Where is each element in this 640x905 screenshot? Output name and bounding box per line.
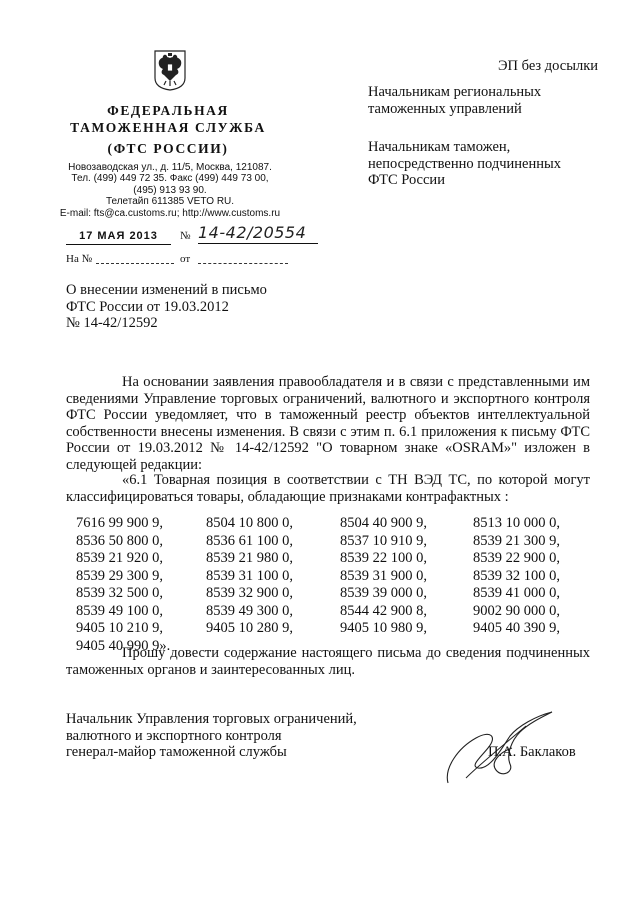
hs-code: 8537 10 910 9, — [340, 532, 427, 549]
contact-block — [52, 162, 288, 219]
subject-block — [66, 282, 267, 332]
phone-fax-line: Тел. (499) 449 72 35. Факс (499) 449 73 00, — [71, 173, 269, 185]
hs-code: 9405 10 210 9, — [76, 620, 163, 636]
code-row — [76, 533, 596, 551]
hs-code: 9405 10 980 9, — [340, 620, 427, 636]
registration-number: 14-42/20554 — [198, 223, 318, 244]
hs-code: 9405 40 390 9, — [473, 620, 560, 636]
hs-code: 8539 32 500 0, — [76, 585, 163, 601]
addressee-customs — [368, 139, 561, 189]
reply-date-blank — [198, 263, 288, 264]
reply-number-blank — [96, 263, 174, 264]
hs-code: 8536 61 100 0, — [206, 532, 293, 549]
hs-code: 8539 39 000 0, — [340, 585, 427, 601]
signatory-title-line: Начальник Управления торговых ограничений, — [66, 711, 357, 727]
signatory-title-line: генерал-майор таможенной службы — [66, 744, 287, 760]
hs-code: 9002 90 000 0, — [473, 602, 560, 619]
addressee-line: таможенных управлений — [368, 100, 522, 117]
addressee-line: Начальникам региональных — [368, 84, 542, 100]
email-web-line: E-mail: fts@ca.customs.ru; http://www.customs.ru — [59, 207, 281, 219]
reply-from-label: от — [180, 253, 191, 265]
hs-code: 8504 40 900 9, — [340, 515, 427, 531]
hs-code: 8544 42 900 8, — [340, 602, 427, 619]
code-row — [76, 585, 596, 603]
org-name-line-1: ФЕДЕРАЛЬНАЯ — [107, 103, 229, 118]
signatory-title — [66, 711, 357, 761]
hs-code: 8539 49 100 0, — [76, 602, 163, 619]
hs-code: 8504 10 800 0, — [206, 515, 293, 531]
hs-code: 8539 32 100 0, — [473, 567, 560, 584]
addressee-line: ФТС России — [368, 172, 445, 188]
delivery-note: ЭП без досылки — [497, 58, 598, 74]
registration-date: 17 МАЯ 2013 — [66, 229, 171, 245]
hs-code: 8539 49 300 0, — [206, 602, 293, 619]
number-label: № — [180, 230, 191, 242]
reply-number-label: На № — [66, 253, 93, 265]
hs-code: 9405 40 990 9». — [76, 637, 171, 654]
hs-code: 9405 10 280 9, — [206, 620, 293, 636]
paragraph-text: На основании заявления правообладателя и в связи с представленными им сведениями Управление торговых ограничений, валютного и экспортного контроля ФТС России уведомляет, что в таможенный реестр объектов интеллектуальной собственности внесены изменения. В связи с этим п. 6.1 приложения к письму ФТС России от 19.03.2012 № 14-42/12592 "О товарном знаке «OSRAM»" изложен в следующей редакции: — [66, 374, 590, 473]
paragraph-text: «6.1 Товарная позиция в соответствии с ТН ВЭД ТС, по которой могут классифицироваться товары, обладающие признаками контрафактных : — [66, 472, 590, 505]
subject-line: ФТС России от 19.03.2012 — [66, 298, 229, 315]
hs-code: 8539 22 100 0, — [340, 550, 427, 566]
subject-line: О внесении изменений в письмо — [66, 282, 267, 298]
body-paragraph-1 — [66, 374, 590, 473]
signatory-title-line: валютного и экспортного контроля — [66, 727, 282, 744]
code-row — [76, 550, 596, 568]
hs-code: 8539 41 000 0, — [473, 585, 560, 601]
hs-code: 7616 99 900 9, — [76, 515, 163, 531]
hs-code-table — [76, 515, 596, 655]
addressee-line: непосредственно подчиненных — [368, 155, 561, 172]
body-paragraph-3 — [66, 645, 590, 678]
code-row — [76, 603, 596, 621]
hs-code: 8539 21 300 9, — [473, 532, 560, 549]
hs-code: 8539 31 100 0, — [206, 567, 293, 584]
hs-code: 8539 32 900 0, — [206, 585, 293, 601]
hs-code: 8539 31 900 0, — [340, 567, 427, 584]
hs-code: 8539 29 300 9, — [76, 567, 163, 584]
phone-line-2: (495) 913 93 90. — [133, 184, 207, 196]
hs-code: 8539 21 980 0, — [206, 550, 293, 566]
signatory-name: П.А. Баклаков — [488, 744, 576, 760]
paragraph-text: Прошу довести содержание настоящего письма до сведения подчиненных таможенных органов и заинтересованных лиц. — [66, 645, 590, 678]
hs-code: 8536 50 800 0, — [76, 532, 163, 549]
code-row — [76, 568, 596, 586]
address-line: Новозаводская ул., д. 11/5, Москва, 121087. — [68, 162, 272, 173]
hs-code: 8539 21 920 0, — [76, 550, 163, 566]
coat-of-arms-icon — [152, 48, 188, 92]
code-row — [76, 515, 596, 533]
code-row — [76, 620, 596, 638]
org-name-line-2: ТАМОЖЕННАЯ СЛУЖБА — [70, 120, 266, 135]
body-paragraph-2 — [66, 472, 590, 505]
subject-line: № 14-42/12592 — [66, 315, 158, 331]
addressee-line: Начальникам таможен, — [368, 139, 511, 155]
hs-code: 8513 10 000 0, — [473, 515, 560, 531]
org-abbreviation: (ФТС РОССИИ) — [107, 141, 229, 156]
teletype-line: Телетайп 611385 VETO RU. — [105, 196, 235, 208]
addressee-regional — [368, 84, 541, 117]
hs-code: 8539 22 900 0, — [473, 550, 560, 566]
